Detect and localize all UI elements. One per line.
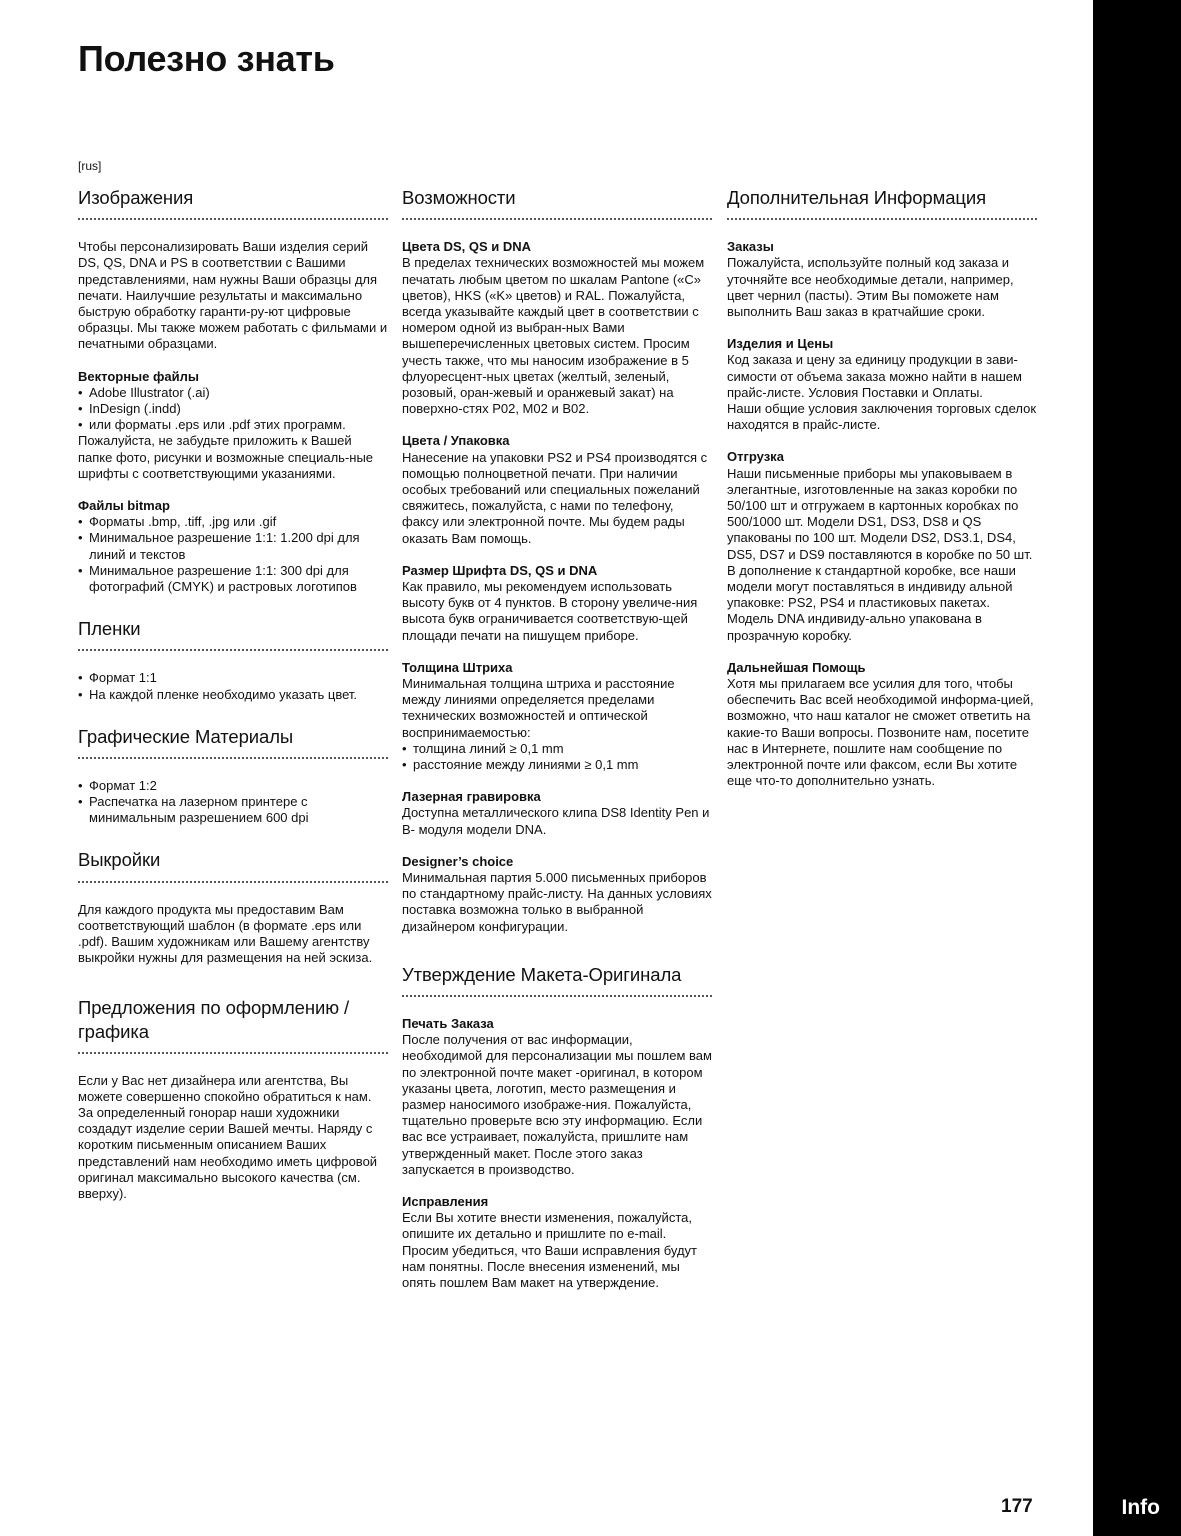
paragraph: Нанесение на упаковки PS2 и PS4 производятся с помощью полноцветной печати. При наличии особых требований или специальных пожеланий свяжитесь, пожалуйста, с нами по телефону, факсу или электронной почте. Мы будем рады оказать Вам помощь. bbox=[402, 449, 708, 546]
section-title: Выкройки bbox=[78, 849, 161, 871]
subheading: Дальнейшая Помощь bbox=[727, 659, 866, 675]
list-item: • Распечатка на лазерном принтере с минимальным разрешением 600 dpi bbox=[78, 794, 388, 826]
dotted-divider bbox=[402, 218, 712, 220]
dotted-divider bbox=[727, 218, 1037, 220]
bullet-list bbox=[78, 514, 388, 595]
paragraph: Минимальная толщина штриха и расстояние между линиями определяется пределами технических возможностей и оптической воспринимаемостью: bbox=[402, 676, 675, 740]
section-possibilities bbox=[402, 186, 712, 935]
paragraph: Для каждого продукта мы предоставим Вам соответствующий шаблон (в формате .eps или .pdf). Вашим художникам или Вашему агентству выкройки нужны для размещения на ней эскиза. bbox=[78, 901, 373, 966]
bullet-list bbox=[402, 741, 712, 773]
subheading: Заказы bbox=[727, 239, 774, 255]
column-3 bbox=[727, 186, 1037, 811]
section-title: Утверждение Макета-Оригинала bbox=[402, 963, 682, 985]
list-item: • Минимальное разрешение 1:1: 1.200 dpi для линий и текстов bbox=[78, 530, 388, 562]
subheading: Цвета / Упаковка bbox=[402, 433, 510, 449]
list-item: • Форматы .bmp, .tiff, .jpg или .gif bbox=[78, 514, 388, 530]
paragraph: В пределах технических возможностей мы можем печатать любым цветом по шкалам Pantone («C» цветов), HKS («K» цветов) и RAL. Пожалуйста, всегда указывайте каждый цвет в соответствии с номером одной из выбран-ных Вами вышеперечисленных цветовых систем. Просим учесть также, что мы наносим изображение в 5 флуоресцент-ных цветах (желтый, зеленый, розовый, оран-жевый и оранжевый закат) на поверхно-стях P02, M02 и B02. bbox=[402, 255, 705, 417]
dotted-divider bbox=[78, 218, 388, 220]
paragraph: Если у Вас нет дизайнера или агентства, Вы можете совершенно спокойно обратиться к нам. За определенный гонорар наши художники создадут изделие серии Вашей мечты. Наряду с коротким письменным описанием Ваших представлений нам необходимо иметь цифровой оригинал максимально высокого качества (см. вверху). bbox=[78, 1072, 378, 1202]
paragraph: Пожалуйста, не забудьте приложить к Вашей папке фото, рисунки и возможные специаль-ные шрифты с соответствующими указаниями. bbox=[78, 433, 374, 481]
paragraph: Наши письменные приборы мы упаковываем в элегантные, изготовленные на заказ коробки по 50/100 шт и отгружаем в картонных коробках по 500/1000 шт. Модели DS1, DS3, DS8 и QS упакованы по 100 шт. Модели DS2, DS3.1, DS4, DS5, DS7 и DS9 поставляются в коробке по 50 шт. В дополнение к стандартной коробке, все наши модели могут поставляться в индивиду альной упаковке: PS2, PS4 и пластиковых пакетах. Модель DNA индивиду-ально упакована в прозрачную коробку. bbox=[727, 465, 1033, 643]
bullet-list bbox=[78, 778, 388, 827]
subheading: Исправления bbox=[402, 1194, 489, 1209]
sidebar-label: Info bbox=[1121, 1496, 1160, 1519]
subheading: Изделия и Цены bbox=[727, 336, 834, 352]
list-item: • InDesign (.indd) bbox=[78, 401, 388, 417]
bullet-list bbox=[78, 385, 388, 434]
paragraph: Пожалуйста, используйте полный код заказа и уточняйте все необходимые детали, например, цвет чернил (пасты). Этим Вы поможете нам выполнить Ваш заказ в кратчайшие сроки. bbox=[727, 255, 1014, 319]
paragraph: Хотя мы прилагаем все усилия для того, чтобы обеспечить Вас всей необходимой информа-цией, возможно, что наш каталог не сможет ответить на какие-то Ваши вопросы. Позвоните нам, посетите нас в Интернете, пошлите нам сообщение по электронной почте или факсом, если Вы хотите еще что-то дополнительно узнать. bbox=[727, 676, 1034, 789]
section-title: Дополнительная Информация bbox=[727, 187, 987, 208]
dotted-divider bbox=[78, 881, 388, 883]
section-title: Изображения bbox=[78, 187, 194, 208]
section-title: Возможности bbox=[402, 187, 516, 208]
sidebar-tab bbox=[1093, 0, 1181, 1536]
list-item: • На каждой пленке необходимо указать цвет. bbox=[78, 687, 388, 703]
dotted-divider bbox=[78, 649, 388, 651]
list-item: • Adobe Illustrator (.ai) bbox=[78, 385, 388, 401]
list-item: • Минимальное разрешение 1:1: 300 dpi для фотографий (CMYK) и растровых логотипов bbox=[78, 563, 388, 595]
list-item: • толщина линий ≥ 0,1 mm bbox=[402, 741, 712, 757]
subheading: Размер Шрифта DS, QS и DNA bbox=[402, 562, 598, 578]
paragraph: Доступна металлического клипа DS8 Identity Pen и B- модуля модели DNA. bbox=[402, 805, 710, 837]
page-number: 177 bbox=[1001, 1496, 1033, 1517]
subheading: Толщина Штриха bbox=[402, 659, 513, 675]
section-title: Графические Материалы bbox=[78, 725, 294, 747]
subheading: Лазерная гравировка bbox=[402, 789, 541, 805]
section-graphics bbox=[78, 725, 388, 827]
paragraph: Как правило, мы рекомендуем использовать высоту букв от 4 пунктов. В сторону увеличе-ния высота букв ограничивается соответствую-щей площади печати на пишущем приборе. bbox=[402, 578, 698, 643]
paragraph: Если Вы хотите внести изменения, пожалуйста, опишите их детально и пришлите по e-mail. Просим убедиться, что Ваши исправления будут нам понятны. После внесения изменений, мы опять пошлем Вам макет на утверждение. bbox=[402, 1210, 698, 1291]
section-templates bbox=[78, 848, 388, 966]
subheading: Цвета DS, QS и DNA bbox=[402, 239, 532, 255]
dotted-divider bbox=[78, 757, 388, 759]
paragraph: Наши общие условия заключения торговых сделок находятся в прайс-листе. bbox=[727, 400, 1037, 433]
list-item: • Формат 1:2 bbox=[78, 778, 388, 794]
dotted-divider bbox=[78, 1052, 388, 1054]
language-tag: [rus] bbox=[78, 159, 102, 173]
section-design bbox=[78, 996, 388, 1202]
subheading: Designer’s choice bbox=[402, 853, 514, 869]
section-films bbox=[78, 617, 388, 703]
section-title: Пленки bbox=[78, 618, 141, 640]
column-1 bbox=[78, 186, 388, 1224]
list-item: • расстояние между линиями ≥ 0,1 mm bbox=[402, 757, 712, 773]
subheading: Векторные файлы bbox=[78, 368, 199, 384]
list-item: • Формат 1:1 bbox=[78, 670, 388, 686]
list-item: • или форматы .eps или .pdf этих программ. bbox=[78, 417, 388, 433]
subheading: Файлы bitmap bbox=[78, 497, 170, 513]
page-title: Полезно знать bbox=[78, 38, 335, 79]
section-approval bbox=[402, 963, 712, 1291]
section-images bbox=[78, 186, 388, 595]
dotted-divider bbox=[402, 995, 712, 997]
section-info bbox=[727, 186, 1037, 789]
paragraph: Чтобы персонализировать Ваши изделия серий DS, QS, DNA и PS в соответствии с Вашими представлениями, нам нужны Ваши образцы для печати. Наилучшие результаты и максимально быструю обработку гаранти-ру-ют цифровые образцы. Мы также можем работать с фильмами и печатными образцами. bbox=[78, 239, 388, 352]
bullet-list bbox=[78, 670, 388, 702]
paragraph: После получения от вас информации, необходимой для персонализации мы пошлем вам по электронной почте макет -оригинал, в котором указаны цвета, логотип, место размещения и размер наносимого изображе-ния. Пожалуйста, тщательно проверьте всю эту информацию. Если вас все устраивает, пожалуйста, пришлите нам утвержденный макет. После этого заказ запускается в производство. bbox=[402, 1032, 712, 1177]
paragraph: Код заказа и цену за единицу продукции в зави-симости от объема заказа можно найти в нашем прайс-листе. Условия Поставки и Оплаты. bbox=[727, 352, 1022, 400]
paragraph: Минимальная партия 5.000 письменных приборов по стандартному прайс-листу. На данных условиях поставка возможна только в выбранной дизайнером конфигурации. bbox=[402, 870, 712, 934]
section-title: Предложения по оформлению / графика bbox=[78, 997, 350, 1042]
column-2 bbox=[402, 186, 712, 1313]
subheading: Отгрузка bbox=[727, 449, 784, 465]
subheading: Печать Заказа bbox=[402, 1015, 494, 1031]
